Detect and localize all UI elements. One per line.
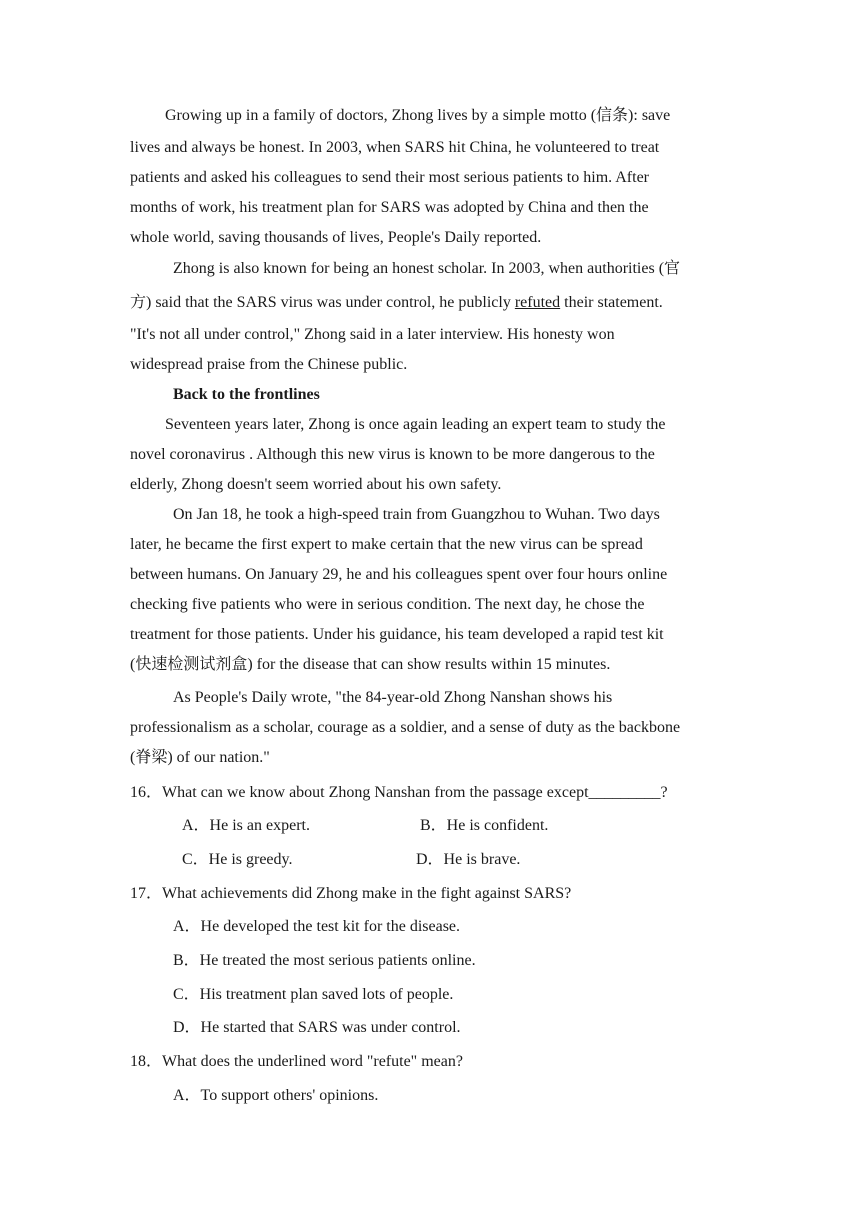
question-16-option-c: C．He is greedy. (182, 851, 293, 868)
p5-line-1: As People's Daily wrote, "the 84-year-old Zhong Nanshan shows his (173, 689, 613, 706)
p3-line-2: novel coronavirus . Although this new virus is known to be more dangerous to the (130, 446, 655, 463)
p2-line-2-after: their statement. (560, 294, 663, 311)
p4-line-4: checking five patients who were in serious condition. The next day, he chose the (130, 596, 645, 613)
p4-line-3: between humans. On January 29, he and his colleagues spent over four hours online (130, 566, 668, 583)
underlined-word-refuted: refuted (514, 294, 561, 311)
p3-line-1: Seventeen years later, Zhong is once again leading an expert team to study the (165, 416, 666, 433)
p1-line-1: Growing up in a family of doctors, Zhong lives by a simple motto (信条): save (165, 107, 671, 124)
p1-line-3: patients and asked his colleagues to send their most serious patients to him. After (130, 169, 650, 186)
p4-line-1: On Jan 18, he took a high-speed train from Guangzhou to Wuhan. Two days (173, 506, 660, 523)
p2-line-1: Zhong is also known for being an honest scholar. In 2003, when authorities (官 (173, 260, 681, 277)
question-17-stem: 17．What achievements did Zhong make in the fight against SARS? (130, 885, 572, 902)
section-heading: Back to the frontlines (173, 386, 320, 403)
p4-line-2: later, he became the first expert to make certain that the new virus can be spread (130, 536, 643, 553)
p2-line-2 (130, 293, 663, 313)
question-16-stem: 16．What can we know about Zhong Nanshan from the passage except_________? (130, 784, 668, 801)
p4-line-6: (快速检测试剂盒) for the disease that can show results within 15 minutes. (130, 656, 611, 673)
p1-line-5: whole world, saving thousands of lives, People's Daily reported. (130, 229, 542, 246)
p3-line-3: elderly, Zhong doesn't seem worried about his own safety. (130, 476, 502, 493)
question-18-option-a: A．To support others' opinions. (173, 1087, 379, 1104)
question-17-option-b: B．He treated the most serious patients online. (173, 952, 476, 969)
question-18-stem: 18．What does the underlined word "refute" mean? (130, 1053, 463, 1070)
p1-line-4: months of work, his treatment plan for SARS was adopted by China and then the (130, 199, 649, 216)
question-17-option-c: C．His treatment plan saved lots of people. (173, 986, 454, 1003)
p4-line-5: treatment for those patients. Under his guidance, his team developed a rapid test kit (130, 626, 664, 643)
p5-line-3: (脊梁) of our nation." (130, 749, 270, 766)
question-16-option-b: B．He is confident. (420, 817, 549, 834)
p2-line-4: widespread praise from the Chinese public. (130, 356, 408, 373)
p1-line-2: lives and always be honest. In 2003, when SARS hit China, he volunteered to treat (130, 139, 660, 156)
question-17-option-a: A．He developed the test kit for the disease. (173, 918, 461, 935)
question-16-option-a: A．He is an expert. (182, 817, 310, 834)
p2-line-3: "It's not all under control," Zhong said in a later interview. His honesty won (130, 326, 615, 343)
question-16-option-d: D．He is brave. (416, 851, 521, 868)
question-17-option-d: D．He started that SARS was under control. (173, 1019, 461, 1036)
p5-line-2: professionalism as a scholar, courage as a soldier, and a sense of duty as the backbone (130, 719, 681, 736)
p2-line-2-before: 方) said that the SARS virus was under control, he publicly (130, 294, 515, 311)
